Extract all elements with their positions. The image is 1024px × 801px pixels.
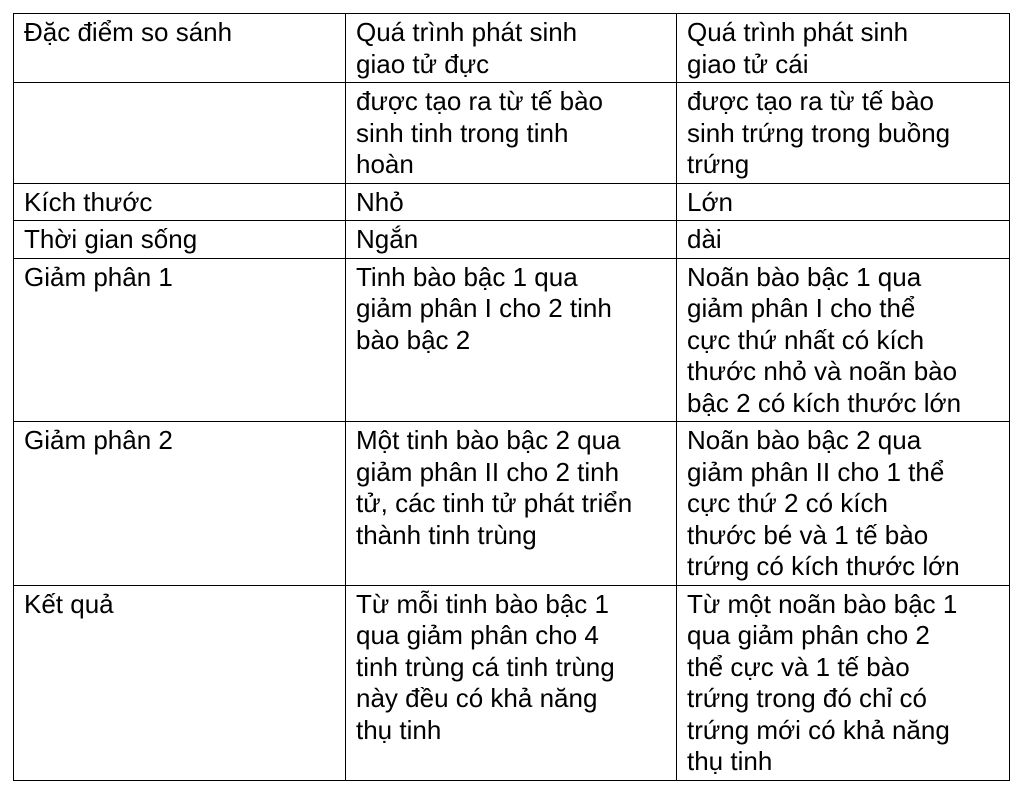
table-cell-female: được tạo ra từ tế bào sinh trứng trong buồng trứng	[677, 83, 1010, 184]
table-row	[14, 422, 1010, 586]
table-cell-criteria	[14, 83, 346, 184]
table-cell-criteria: Kích thước	[14, 183, 346, 221]
table-header-row	[14, 14, 1010, 83]
table-row	[14, 221, 1010, 259]
table-cell-male: Tinh bào bậc 1 qua giảm phân I cho 2 tinh bào bậc 2	[346, 258, 677, 422]
table-cell-female: dài	[677, 221, 1010, 259]
table-cell-male: Nhỏ	[346, 183, 677, 221]
table-row	[14, 183, 1010, 221]
table-cell-female: Noãn bào bậc 1 qua giảm phân I cho thể cực thứ nhất có kích thước nhỏ và noãn bào bậc 2 có kích thước lớn	[677, 258, 1010, 422]
table-row	[14, 83, 1010, 184]
header-cell-male-gametogenesis: Quá trình phát sinh giao tử đực	[346, 14, 677, 83]
comparison-table	[13, 13, 1010, 781]
table-cell-criteria: Giảm phân 2	[14, 422, 346, 586]
table-cell-female: Lớn	[677, 183, 1010, 221]
header-cell-female-gametogenesis: Quá trình phát sinh giao tử cái	[677, 14, 1010, 83]
table-cell-male: Một tinh bào bậc 2 qua giảm phân II cho 2 tinh tử, các tinh tử phát triển thành tinh trùng	[346, 422, 677, 586]
table-cell-female: Noãn bào bậc 2 qua giảm phân II cho 1 thể cực thứ 2 có kích thước bé và 1 tế bào trứng có kích thước lớn	[677, 422, 1010, 586]
table-row	[14, 585, 1010, 780]
table-cell-criteria: Thời gian sống	[14, 221, 346, 259]
table-cell-female: Từ một noãn bào bậc 1 qua giảm phân cho 2 thể cực và 1 tế bào trứng trong đó chỉ có trứng mới có khả năng thụ tinh	[677, 585, 1010, 780]
table-cell-male: Ngắn	[346, 221, 677, 259]
header-cell-criteria: Đặc điểm so sánh	[14, 14, 346, 83]
table-row	[14, 258, 1010, 422]
table-cell-male: Từ mỗi tinh bào bậc 1 qua giảm phân cho 4 tinh trùng cá tinh trùng này đều có khả năng thụ tinh	[346, 585, 677, 780]
table-cell-male: được tạo ra từ tế bào sinh tinh trong tinh hoàn	[346, 83, 677, 184]
table-cell-criteria: Giảm phân 1	[14, 258, 346, 422]
table-cell-criteria: Kết quả	[14, 585, 346, 780]
